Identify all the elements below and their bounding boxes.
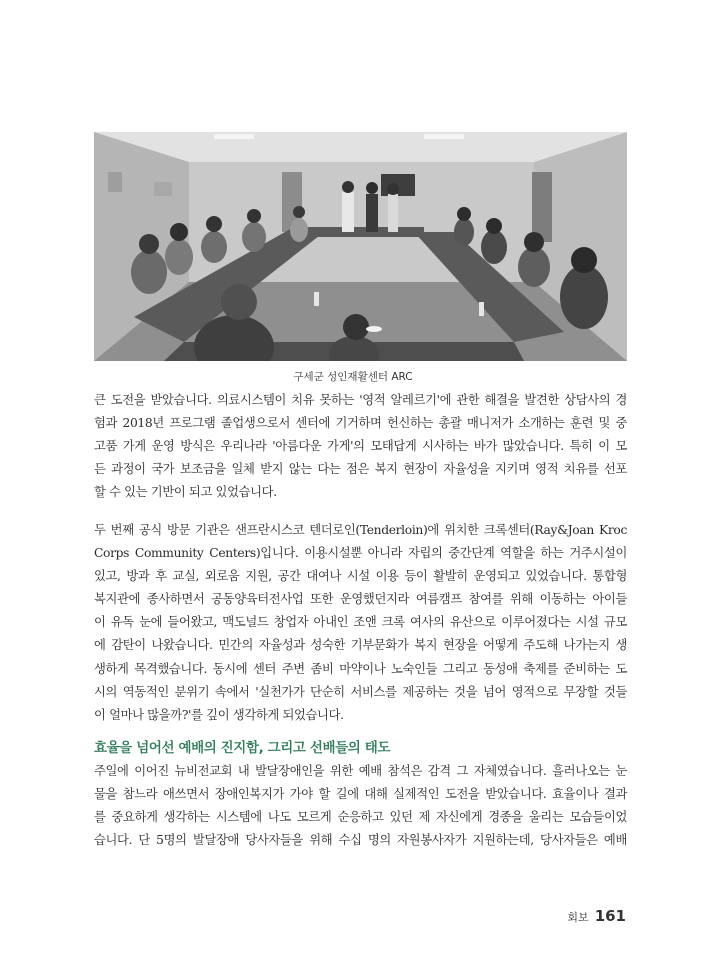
body-paragraph-3 [94,760,627,852]
body-paragraph-1 [94,389,627,504]
text-line: 큰 도전을 받았습니다. 의료시스템이 치유 못하는 '영적 알레르기'에 관한 해결을 발견한 상담사의 경 [94,393,627,407]
text-line: 주일에 이어진 뉴비전교회 내 발달장애인을 위한 예배 참석은 감격 그 자체였습니다. 흘러나오는 눈 [94,764,627,778]
text-line: 두 번째 공식 방문 기관은 샌프란시스코 텐더로인(Tenderloin)에 위치한 크록센터(Ray&Joan Kroc [94,523,627,537]
text-line: 이 유독 눈에 들어왔고, 맥도널드 창업자 아내인 조앤 크록 여사의 유산으로 이루어졌다는 시설 규모 [94,615,627,630]
body-paragraph-2 [94,519,627,727]
photo-caption: 구세군 성인재활센터 ARC [293,371,413,383]
text-line: 이 얼마나 많을까?'를 깊이 생각하게 되었습니다. [94,707,344,722]
text-line: 시의 역동적인 분위기 속에서 '실천가가 단순히 서비스를 제공하는 것을 넘어 영적으로 무장할 것들 [94,684,627,699]
text-line: 할 수 있는 기반이 되고 있었습니다. [94,485,277,500]
section-heading: 효율을 넘어선 예배의 진지함, 그리고 선배들의 태도 [94,740,390,756]
page-footer [567,906,626,925]
text-line: 있고, 방과 후 교실, 외로움 지원, 공간 대여나 시설 이용 등이 활발히 운영되고 있었습니다. 통합형 [94,569,627,584]
text-line: Corps Community Centers)입니다. 이용시설뿐 아니라 자립의 중간단계 역할을 하는 거주시설이 [94,546,627,561]
text-line: 습니다. 단 5명의 발달장애 당사자들을 위해 수십 명의 자원봉사자가 지원하는데, 당사자들은 예배 [94,833,627,848]
text-line: 물을 참느라 애쓰면서 장애인복지가 가야 할 길에 대해 실제적인 도전을 받았습니다. 효율이나 결과 [94,787,627,802]
text-line: 복지관에 종사하면서 공동양육터전사업 또한 운영했던지라 여름캠프 참여를 위해 이동하는 아이들 [94,592,627,607]
page-number: 161 [594,907,626,925]
text-line: 고품 가게 운영 방식은 우리나라 '아름다운 가게'의 모태답게 시사하는 바가 많았습니다. 특히 이 모 [94,439,627,454]
text-line: 생하게 목격했습니다. 동시에 센터 주변 좀비 마약이나 노숙인들 그리고 동성애 축제를 준비하는 도 [94,661,627,676]
text-line: 든 과정이 국가 보조금을 일체 받지 않는 다는 점은 복지 현장이 자율성을 지키며 영적 치유를 선포 [94,462,627,477]
footer-section-label: 회보 [567,911,589,924]
text-line: 에 감탄이 나왔습니다. 민간의 자율성과 성숙한 기부문화가 복지 현장을 어떻게 주도해 나가는지 생 [94,638,627,653]
text-line: 를 중요하게 생각하는 시스템에 나도 모르게 순응하고 있던 제 자신에게 경종을 울리는 모습들이었 [94,810,627,825]
text-line: 험과 2018년 프로그램 졸업생으로서 센터에 기거하며 헌신하는 총괄 매니저가 소개하는 훈련 및 중 [94,416,627,431]
meeting-photo [94,132,627,361]
